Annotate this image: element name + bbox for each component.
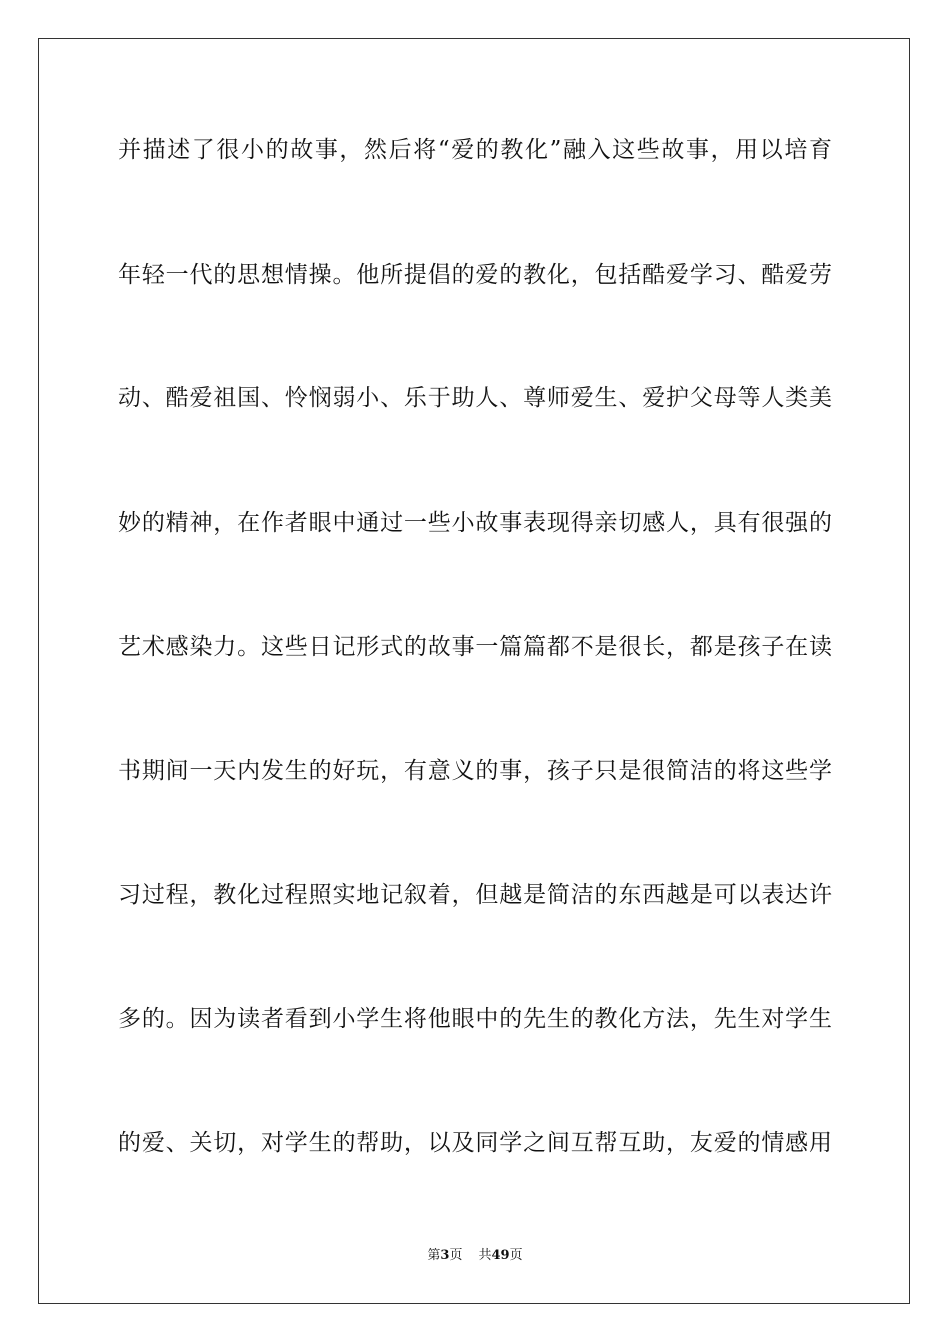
- total-pages-prefix: 共: [478, 1248, 492, 1263]
- page-footer: [0, 1247, 950, 1265]
- page-number: 3: [440, 1248, 450, 1263]
- page-border: [38, 38, 910, 1304]
- text-line-3: 动、酷爱祖国、怜悯弱小、乐于助人、尊师爱生、爱护父母等人类美: [118, 385, 832, 411]
- total-pages-suffix: 页: [509, 1248, 523, 1263]
- text-line-5: 艺术感染力。这些日记形式的故事一篇篇都不是很长，都是孩子在读: [118, 634, 832, 660]
- text-line-7: 习过程，教化过程照实地记叙着，但越是简洁的东西越是可以表达许: [118, 882, 832, 908]
- text-line-2: 年轻一代的思想情操。他所提倡的爱的教化，包括酷爱学习、酷爱劳: [118, 262, 832, 288]
- text-line-9: 的爱、关切，对学生的帮助，以及同学之间互帮互助，友爱的情感用: [118, 1130, 832, 1156]
- page-number-suffix: 页: [449, 1248, 463, 1263]
- total-pages: 49: [491, 1248, 510, 1263]
- page-number-prefix: 第: [427, 1248, 441, 1263]
- text-line-4: 妙的精神，在作者眼中通过一些小故事表现得亲切感人，具有很强的: [118, 510, 832, 536]
- text-line-1: 并描述了很小的故事，然后将“爱的教化”融入这些故事，用以培育: [118, 137, 832, 163]
- text-line-6: 书期间一天内发生的好玩，有意义的事，孩子只是很简洁的将这些学: [118, 758, 832, 784]
- text-line-8: 多的。因为读者看到小学生将他眼中的先生的教化方法，先生对学生: [118, 1006, 832, 1032]
